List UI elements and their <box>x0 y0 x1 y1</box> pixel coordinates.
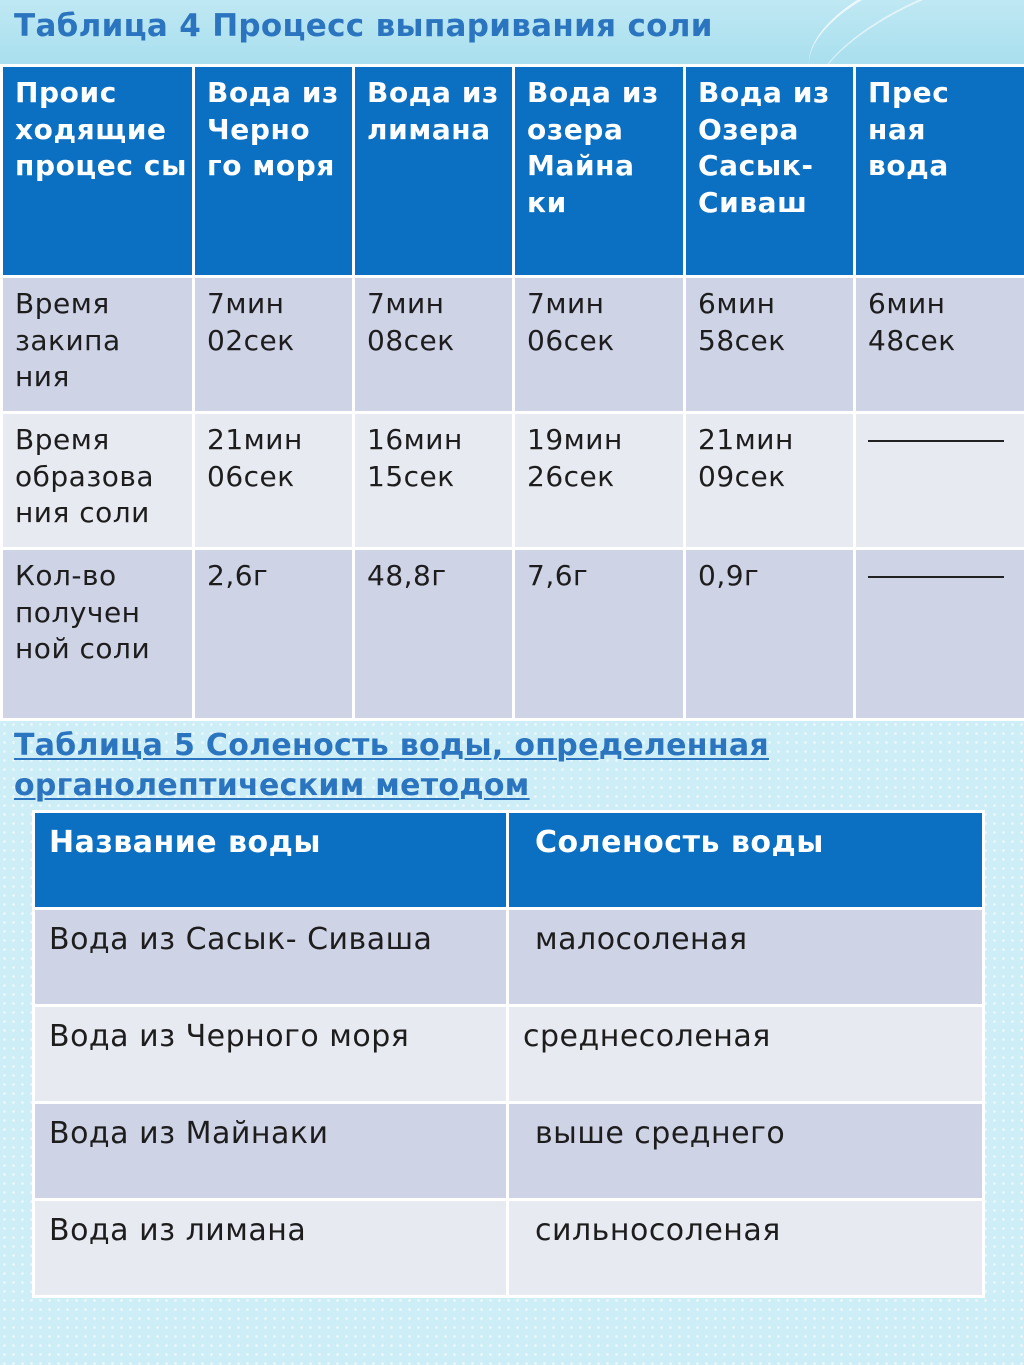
header-water-name: Название воды <box>34 812 508 909</box>
cell-salinity: выше среднего <box>508 1103 984 1200</box>
cell-sasyk: 21мин 09сек <box>685 413 855 549</box>
title-banner <box>0 0 1024 64</box>
table-row <box>34 1103 984 1200</box>
table-header-row <box>34 812 984 909</box>
cell-salinity: среднесоленая <box>508 1006 984 1103</box>
cell-salinity: малосоленая <box>508 909 984 1006</box>
cell-water-name: Вода из лимана <box>34 1200 508 1297</box>
table-row <box>34 909 984 1006</box>
table-row <box>34 1200 984 1297</box>
cell-fresh: 6мин 48сек <box>855 277 1024 413</box>
header-fresh: Прес ная вода <box>855 66 1024 277</box>
row-label: Время закипа ния <box>2 277 194 413</box>
header-mainaki: Вода из озера Майна ки <box>514 66 685 277</box>
row-label: Время образова ния соли <box>2 413 194 549</box>
cell-sasyk: 0,9г <box>685 549 855 720</box>
cell-black-sea: 7мин 02сек <box>194 277 354 413</box>
cell-water-name: Вода из Майнаки <box>34 1103 508 1200</box>
cell-black-sea: 21мин 06сек <box>194 413 354 549</box>
cell-salinity: сильносоленая <box>508 1200 984 1297</box>
table-row <box>2 277 1024 413</box>
header-liman: Вода из лимана <box>354 66 514 277</box>
empty-dash <box>868 422 1004 442</box>
header-sasyk: Вода из Озера Сасык- Сиваш <box>685 66 855 277</box>
cell-liman: 7мин 08сек <box>354 277 514 413</box>
cell-mainaki: 19мин 26сек <box>514 413 685 549</box>
table5-title: Таблица 5 Соленость воды, определенная органолептическим методом <box>14 728 769 803</box>
cell-water-name: Вода из Черного моря <box>34 1006 508 1103</box>
cell-black-sea: 2,6г <box>194 549 354 720</box>
table-header-row <box>2 66 1024 277</box>
salt-evaporation-table <box>0 64 1024 721</box>
cell-water-name: Вода из Сасык- Сиваша <box>34 909 508 1006</box>
header-black-sea: Вода из Черно го моря <box>194 66 354 277</box>
header-process: Проис ходящие процес сы <box>2 66 194 277</box>
table-row <box>2 549 1024 720</box>
cell-mainaki: 7мин 06сек <box>514 277 685 413</box>
table-row <box>34 1006 984 1103</box>
row-label: Кол-во получен ной соли <box>2 549 194 720</box>
cell-fresh <box>855 549 1024 720</box>
table4-title: Таблица 4 Процесс выпаривания соли <box>14 8 713 44</box>
cell-liman: 48,8г <box>354 549 514 720</box>
table-row <box>2 413 1024 549</box>
empty-dash <box>868 558 1004 578</box>
cell-sasyk: 6мин 58сек <box>685 277 855 413</box>
cell-fresh <box>855 413 1024 549</box>
water-salinity-table <box>32 810 985 1298</box>
cell-liman: 16мин 15сек <box>354 413 514 549</box>
header-salinity: Соленость воды <box>508 812 984 909</box>
cell-mainaki: 7,6г <box>514 549 685 720</box>
